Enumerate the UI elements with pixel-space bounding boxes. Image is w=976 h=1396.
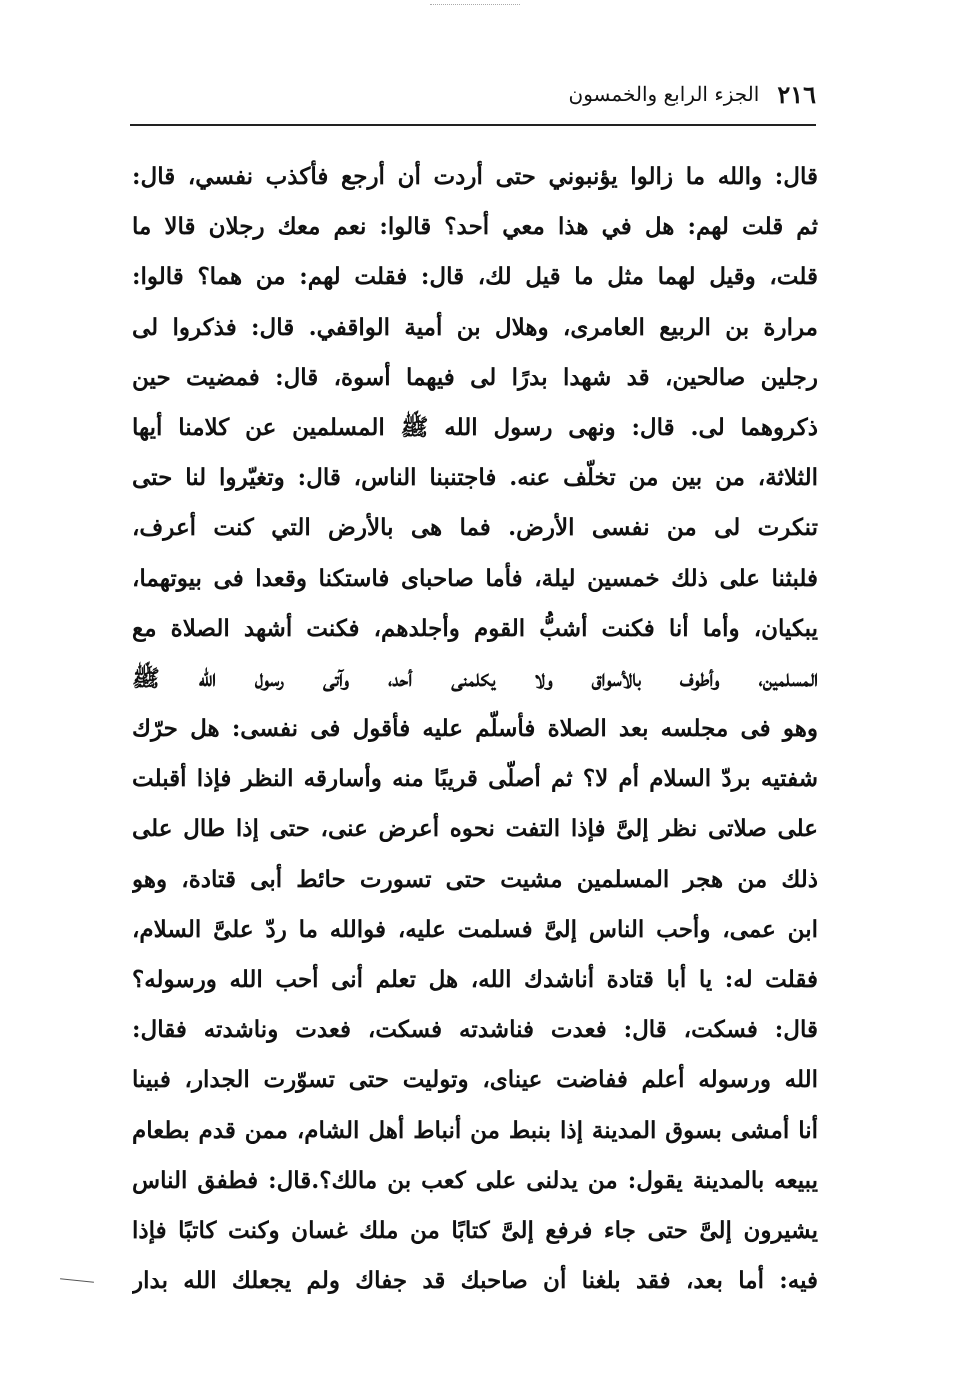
text-line: قال: فسكت، قال: فعدت فناشدته فسكت، فعدت وناشدته فقال: <box>132 1016 818 1044</box>
text-line: مرارة بن الربيع العامرى، وهلال بن أمية الواقفي. قال: فذكروا لى <box>132 313 818 341</box>
text-line: الله ورسوله أعلم ففاضت عيناى، وتوليت حتى تسوّرت الجدار، فبينا <box>132 1066 818 1094</box>
text-line: قال: والله ما زالوا يؤنبوني حتى أردت أن أرجع فأكذب نفسي، قال: <box>132 163 818 190</box>
text-line: رجلين صالحين، قد شهدا بدرًا لى فيهما أسوة، قال: فمضيت حين <box>132 363 818 391</box>
text-line: ذلك من هجر المسلمين مشيت حتى تسورت حائط أبى قتادة، وهو <box>132 865 818 893</box>
page-header <box>130 72 816 116</box>
text-line: وهو فى مجلسه بعد الصلاة فأسلّم عليه فأقول فى نفسى: هل حرّك <box>132 715 818 743</box>
text-line: تنكرت لى من نفسى الأرض. فما هى بالأرض التي كنت أعرف، <box>132 514 818 542</box>
body-text <box>132 152 818 1306</box>
page-number: ٢١٦ <box>777 79 816 109</box>
margin-mark <box>60 1278 94 1283</box>
running-head: الجزء الرابع والخمسون <box>568 82 760 106</box>
text-line: فيه: أما بعد، فقد بلغنا أن صاحبك قد جفاك ولم يجعلك الله بدار <box>132 1267 818 1295</box>
text-line: قلت، وقيل لهما مثل ما قيل لك، قال: فقلت لهم: من هما؟ قالوا: <box>132 263 818 291</box>
text-line: المسلمين، وأطوف بالأسواق ولا يكلمنى أحد، وآتى رسول الله ﷺ <box>132 664 818 692</box>
text-line: يشيرون إلىَّ حتى جاء فرفع إلىَّ كتابًا من ملك غسان وكنت كاتبًا فإذا <box>132 1216 818 1244</box>
text-line: يبيعه بالمدينة يقول: من يدلنى على كعب بن مالك؟.قال: فطفق الناس <box>132 1166 818 1194</box>
text-line: ذكروهما لى. قال: ونهى رسول الله ﷺ المسلمين عن كلامنا أيها <box>132 413 818 441</box>
text-line: الثلاثة، من بين من تخلّف عنه. فاجتنبنا الناس، قال: وتغيّروا لنا حتى <box>132 464 818 492</box>
header-rule <box>130 124 816 126</box>
text-line: على صلاتى نظر إلىَّ فإذا التفت نحوه أعرض عنى، حتى إذا طال على <box>132 815 818 843</box>
scan-artifact <box>430 4 520 5</box>
text-line: ثم قلت لهم: هل في هذا معي أحد؟ قالوا: نعم معك رجلان قالا ما <box>132 213 818 241</box>
text-line: فلبثنا على ذلك خمسين ليلة، فأما صاحباى فاستكنا وقعدا فى بيوتهما، <box>132 564 818 592</box>
text-line: أنا أمشى بسوق المدينة إذا بنبط من أنباط أهل الشام، ممن قدم بطعام <box>132 1116 818 1144</box>
text-line: ابن عمى، وأحب الناس إلىَّ فسلمت عليه، فوالله ما ردّ علىَّ السلام، <box>132 915 818 943</box>
text-line: شفتيه بردّ السلام أم لا؟ ثم أصلّى قريبًا منه وأسارقه النظر فإذا أقبلت <box>132 765 818 793</box>
text-line: يبكيان، وأما أنا فكنت أشبُّ القوم وأجلدهم، فكنت أشهد الصلاة مع <box>132 614 818 642</box>
text-line: فقلت له: يا أبا قتادة أناشدك الله، هل تعلم أنى أحب الله ورسوله؟ <box>132 966 818 993</box>
